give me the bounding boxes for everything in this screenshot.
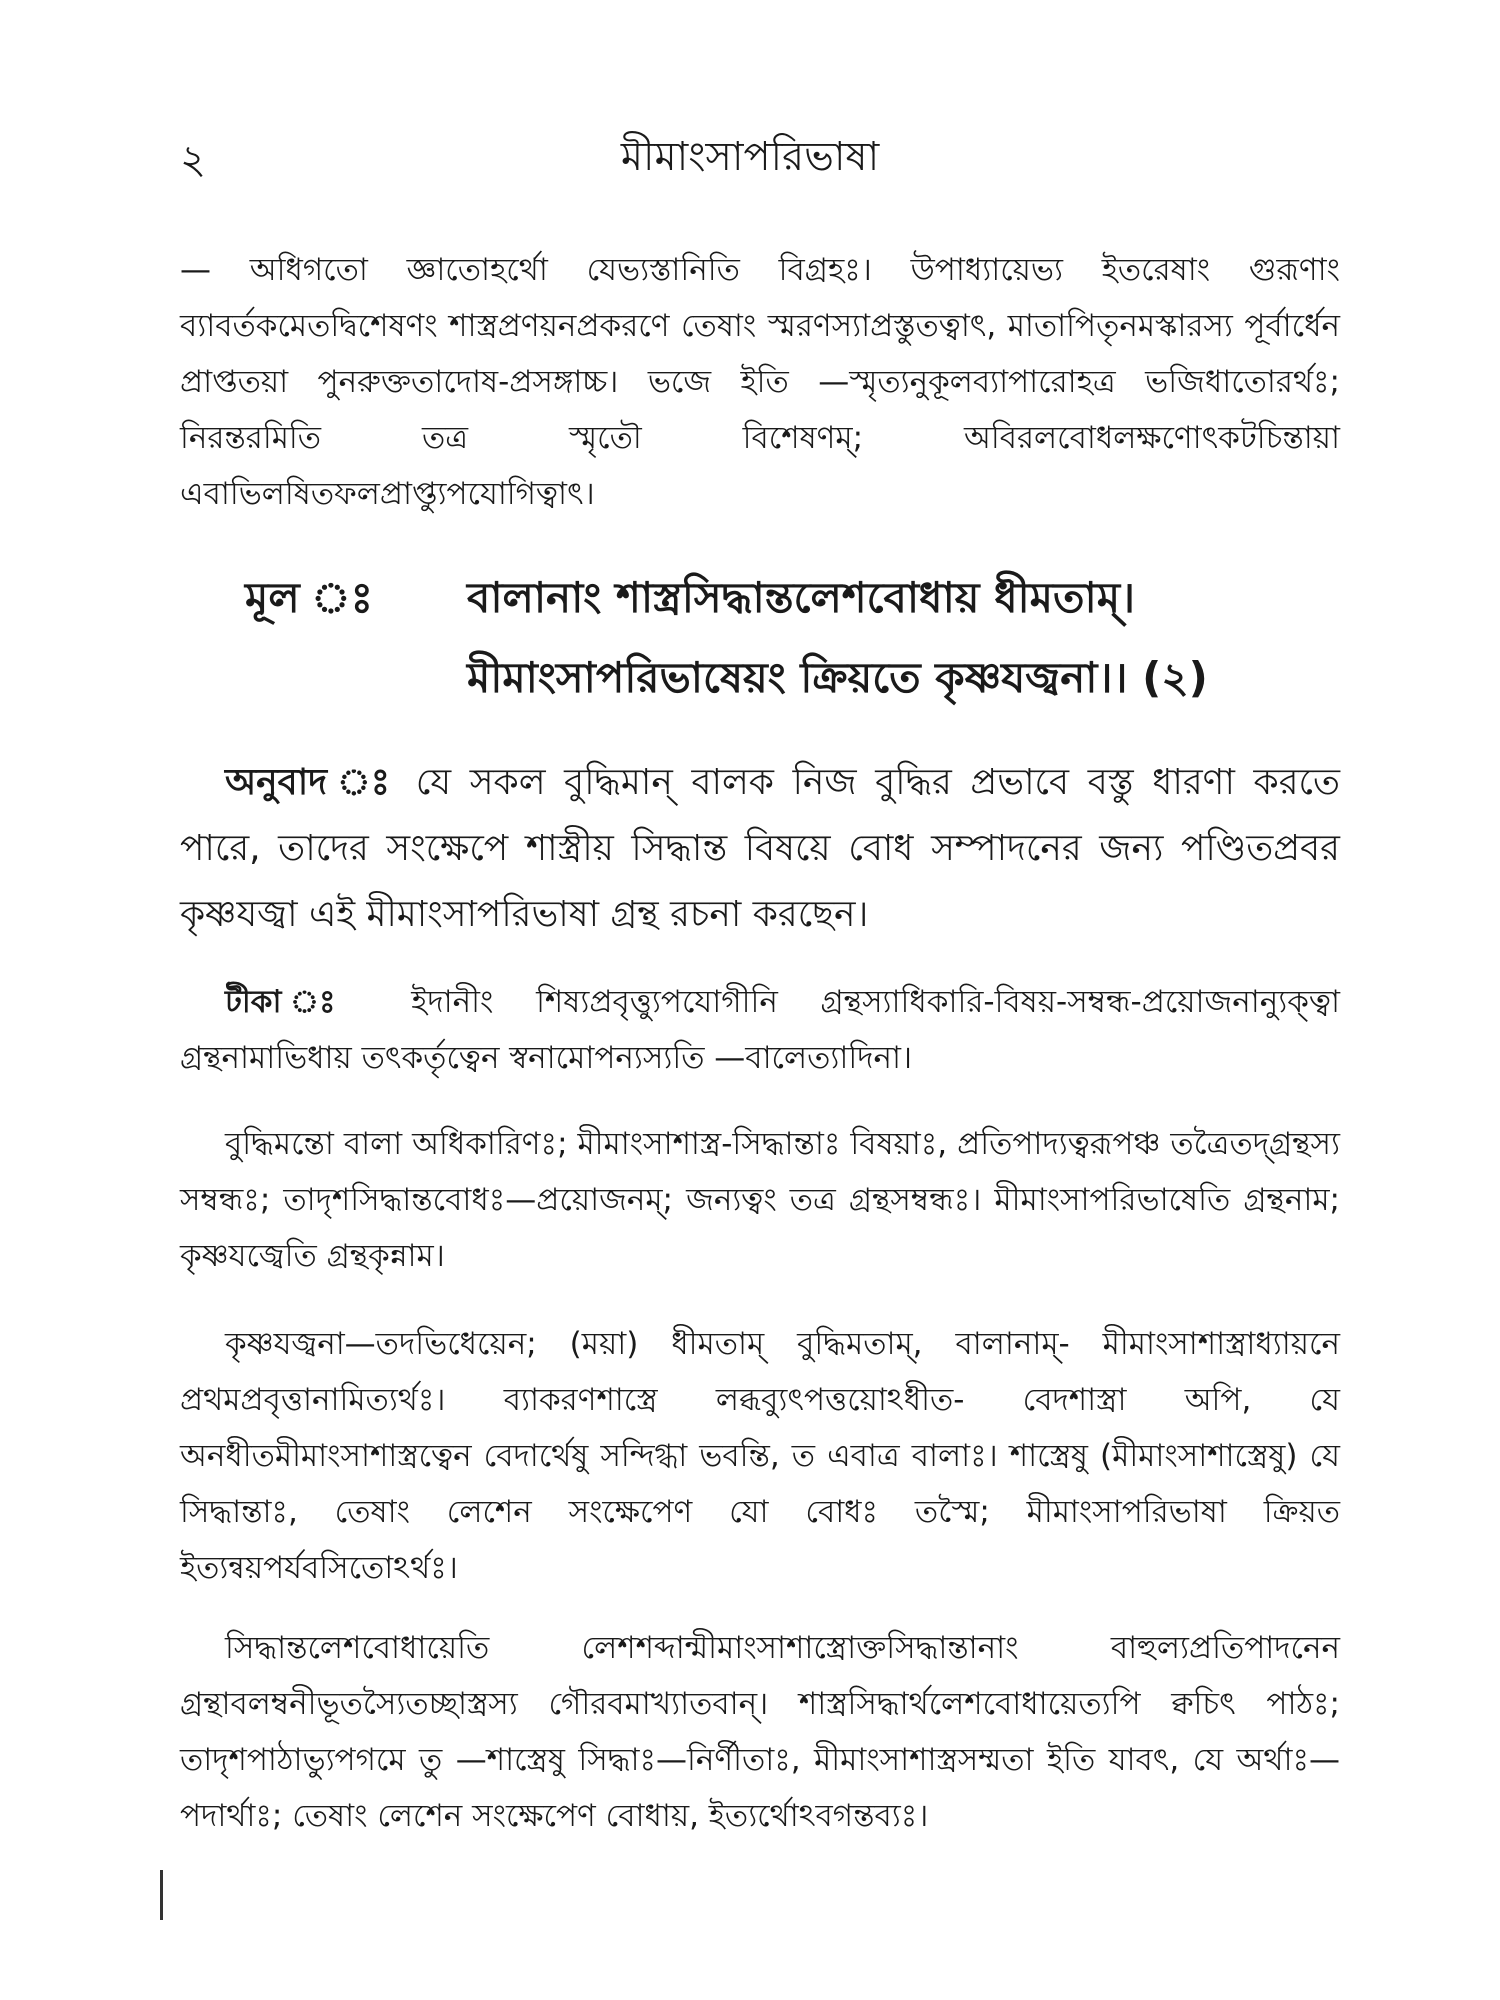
paragraph-2: বুদ্ধিমন্তো বালা অধিকারিণঃ; মীমাংসাশাস্ত্র-সিদ্ধান্তাঃ বিষয়াঃ, প্রতিপাদ্যত্বরূপঞ্চ তত্রৈতদ্গ্রন্থস্য সম্বন্ধঃ; তাদৃশসিদ্ধান্তবোধঃ—প্রয়োজনম্; জন্যত্বং তত্র গ্রন্থসম্বন্ধঃ। মীমাংসাপরিভাষেতি গ্রন্থনাম; কৃষ্ণযজ্বেতি গ্রন্থকৃন্নাম। [180, 1126, 1340, 1274]
anuvad-label: অনুবাদ ঃ [225, 762, 398, 803]
intro-paragraph-block [180, 242, 1340, 522]
intro-paragraph: — অধিগতো জ্ঞাতোহর্থো যেভ্যস্তানিতি বিগ্রহঃ। উপাধ্যায়েভ্য ইতরেষাং গুরূণাং ব্যাবর্তকমেতদ্বিশেষণং শাস্ত্রপ্রণয়নপ্রকরণে তেষাং স্মরণস্যাপ্রস্তুতত্বাৎ, মাতাপিতৃনমস্কারস্য পূর্বার্ধেন প্রাপ্ততয়া পুনরুক্ততাদোষ-প্রসঙ্গাচ্চ। ভজে ইতি —স্মৃত্যনুকূলব্যাপারোহত্র ভজিধাতোরর্থঃ; নিরন্তরমিতি তত্র স্মৃতৌ বিশেষণম্; অবিরলবোধলক্ষণোৎকটচিন্তায়া এবাভিলষিতফলপ্রাপ্ত্যুপযোগিত্বাৎ। [180, 252, 1340, 512]
tika-block [180, 974, 1340, 1086]
paragraph-3-block [180, 1316, 1340, 1596]
mula-verse [245, 558, 1345, 718]
running-head-title: মীমাংসাপরিভাষা [620, 134, 880, 180]
anuvad-block [180, 750, 1340, 948]
paragraph-3: কৃষ্ণযজ্বনা—তদভিধেয়েন; (ময়া) ধীমতাম্ বুদ্ধিমতাম্, বালানাম্- মীমাংসাশাস্ত্রাধ্যায়নে প্রথমপ্রবৃত্তানামিত্যর্থঃ। ব্যাকরণশাস্ত্রে লব্ধব্যুৎপত্তয়োঽধীত- বেদশাস্ত্রা অপি, যে অনধীতমীমাংসাশাস্ত্রত্বেন বেদার্থেষু সন্দিগ্ধা ভবন্তি, ত এবাত্র বালাঃ। শাস্ত্রেষু (মীমাংসাশাস্ত্রেষু) যে সিদ্ধান্তাঃ, তেষাং লেশেন সংক্ষেপেণ যো বোধঃ তস্মৈ; মীমাংসাপরিভাষা ক্রিয়ত ইত্যন্বয়পর্যবসিতোঽর্থঃ। [180, 1326, 1340, 1586]
anuvad-text: যে সকল বুদ্ধিমান্ বালক নিজ বুদ্ধির প্রভাবে বস্তু ধারণা করতে পারে, তাদের সংক্ষেপে শাস্ত্রীয় সিদ্ধান্ত বিষয়ে বোধ সম্পাদনের জন্য পণ্ডিতপ্রবর কৃষ্ণযজ্বা এই মীমাংসাপরিভাষা গ্রন্থ রচনা করছেন। [180, 762, 1340, 935]
paragraph-2-block [180, 1116, 1340, 1284]
tika-text: ইদানীং শিষ্যপ্রবৃত্ত্যুপযোগীনি গ্রন্থস্যাধিকারি-বিষয়-সম্বন্ধ-প্রয়োজনান্যুক্ত্বা গ্রন্থনামাভিধায় তৎকর্তৃত্বেন স্বনামোপন্যস্যতি —বালেত্যাদিনা। [180, 984, 1340, 1076]
tika-label: টীকা ঃ [225, 984, 369, 1020]
mula-label: মূল ঃ [245, 573, 373, 622]
mula-verse-line-2: মীমাংসাপরিভাষেয়ং ক্রিয়তে কৃষ্ণযজ্বনা।। (২) [467, 653, 1208, 702]
paragraph-4-block [180, 1620, 1340, 1844]
anuvad-paragraph [180, 750, 1340, 948]
paragraph-4: সিদ্ধান্তলেশবোধায়েতি লেশশব্দান্মীমাংসাশাস্ত্রোক্তসিদ্ধান্তানাং বাহুল্যপ্রতিপাদনেন গ্রন্থাবলম্বনীভূতস্যৈতচ্ছাস্ত্রস্য গৌরবমাখ্যাতবান্। শাস্ত্রসিদ্ধার্থলেশবোধায়েত্যপি ক্বচিৎ পাঠঃ; তাদৃশপাঠাভ্যুপগমে তু —শাস্ত্রেষু সিদ্ধাঃ—নির্ণীতাঃ, মীমাংসাশাস্ত্রসম্মতা ইতি যাবৎ, যে অর্থাঃ—পদার্থাঃ; তেষাং লেশেন সংক্ষেপেণ বোধায়, ইত্যর্থোঽবগন্তব্যঃ। [180, 1630, 1340, 1834]
page-number: ২ [180, 137, 207, 183]
tika-paragraph [180, 974, 1340, 1086]
mula-verse-line-1: বালানাং শাস্ত্রসিদ্ধান্তলেশবোধায় ধীমতাম্। [467, 573, 1136, 622]
margin-mark [160, 1870, 163, 1920]
